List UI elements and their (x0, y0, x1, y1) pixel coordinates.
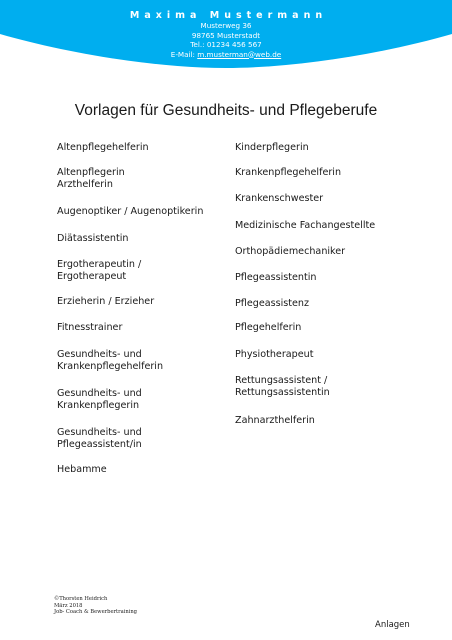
sender-email-line (0, 50, 452, 60)
job-template-item[interactable] (57, 142, 149, 154)
footer-credit (54, 596, 137, 616)
job-title-line: Orthopädiemechaniker (235, 246, 346, 257)
job-template-item[interactable] (57, 349, 163, 373)
job-template-item[interactable] (235, 322, 301, 334)
job-title-line: Krankenpflegerin (57, 400, 140, 411)
job-title-line: Gesundheits- und (57, 349, 142, 360)
footer-date: März 2018 (54, 602, 83, 609)
sender-phone: Tel.: 01234 456 567 (190, 40, 262, 49)
job-template-item[interactable] (235, 246, 345, 258)
job-template-item[interactable] (57, 167, 125, 191)
job-template-item[interactable] (57, 427, 142, 451)
job-title-line: Arzthelferin (57, 179, 113, 190)
email-link[interactable]: m.musterman@web.de (197, 49, 282, 59)
page-title: Vorlagen für Gesundheits- und Pflegeberufe (74, 102, 378, 119)
job-template-item[interactable] (57, 322, 122, 334)
job-template-item[interactable] (57, 259, 141, 283)
job-template-item[interactable] (57, 388, 142, 412)
job-template-item[interactable] (235, 415, 315, 427)
job-template-item[interactable] (57, 233, 129, 245)
job-title-line: Medizinische Fachangestellte (235, 220, 376, 231)
job-title-line: Krankenpflegehelferin (235, 167, 342, 178)
job-title-line: Diätassistentin (57, 233, 129, 244)
job-title-line: Physiotherapeut (235, 349, 314, 360)
job-title-line: Rettungsassistent / (235, 375, 328, 386)
job-title-line: Pflegeassistentin (235, 272, 317, 283)
footer-copyright: ©Thorsten Heidrich (54, 596, 108, 602)
sender-street: Musterweg 36 (200, 21, 252, 30)
job-template-item[interactable] (235, 220, 375, 232)
job-title-line: Gesundheits- und (57, 427, 142, 438)
job-title-line: Pflegehelferin (235, 322, 302, 333)
job-title-line: Rettungsassistentin (235, 387, 330, 398)
job-template-item[interactable] (235, 298, 309, 310)
sender-name: Maxima Mustermann (129, 10, 328, 21)
job-template-item[interactable] (57, 206, 203, 218)
job-title-line: Kinderpflegerin (235, 142, 309, 153)
job-title-line: Altenpflegerin (57, 167, 125, 178)
job-title-line: Fitnesstrainer (57, 322, 123, 333)
job-title-line: Krankenpflegehelferin (57, 361, 164, 372)
job-template-item[interactable] (235, 349, 313, 361)
job-title-line: Augenoptiker / Augenoptikerin (57, 206, 204, 217)
job-template-item[interactable] (235, 193, 323, 205)
sender-city: 98765 Musterstadt (191, 30, 261, 40)
job-title-line: Krankenschwester (235, 193, 324, 204)
job-title-line: Altenpflegehelferin (57, 142, 149, 153)
job-template-item[interactable] (235, 375, 330, 399)
email-label: E-Mail: (170, 49, 198, 59)
job-title-line: Gesundheits- und (57, 388, 142, 399)
job-template-item[interactable] (235, 272, 317, 284)
job-template-item[interactable] (57, 464, 107, 476)
footer-section-label: Anlagen (375, 620, 410, 630)
footer-subtitle: Job- Coach & Bewerbertraining (54, 609, 137, 615)
job-title-line: Erzieherin / Erzieher (57, 296, 155, 307)
job-template-item[interactable] (235, 167, 341, 179)
job-template-item[interactable] (57, 296, 154, 308)
job-title-line: Hebamme (57, 464, 107, 475)
job-title-line: Ergotherapeut (57, 271, 127, 282)
job-title-line: Pflegeassistent/in (57, 439, 142, 450)
job-title-line: Pflegeassistenz (235, 298, 310, 309)
job-title-line: Zahnarzthelferin (235, 415, 315, 426)
job-title-line: Ergotherapeutin / (57, 259, 142, 270)
letterhead (0, 0, 452, 70)
job-template-item[interactable] (235, 142, 309, 154)
